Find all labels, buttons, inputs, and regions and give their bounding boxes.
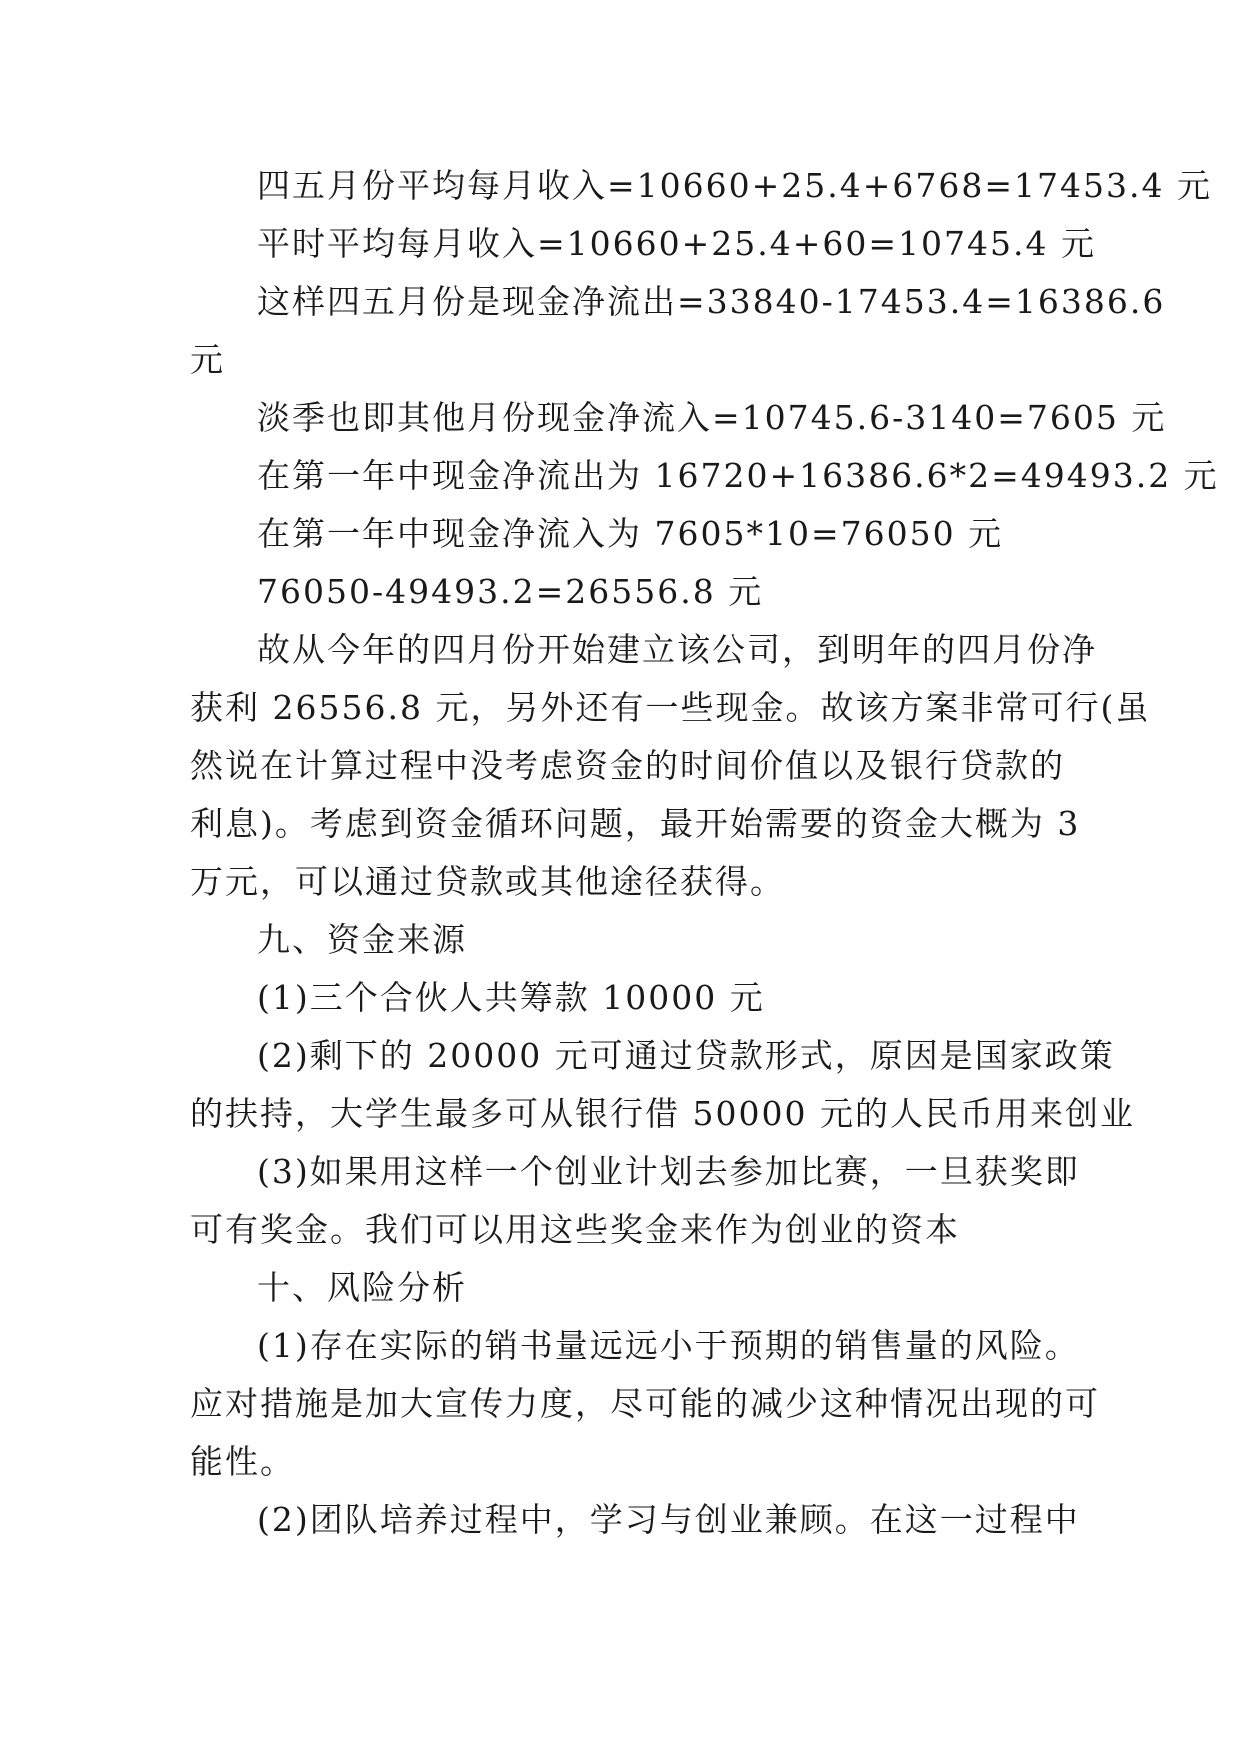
- text-line: 可有奖金。我们可以用这些奖金来作为创业的资本: [190, 1210, 960, 1249]
- text-line: 在第一年中现金净流入为 7605*10=76050 元: [257, 514, 1004, 553]
- text-line: 这样四五月份是现金净流出=33840-17453.4=16386.6: [257, 282, 1166, 321]
- text-line: 能性。: [190, 1442, 295, 1481]
- text-line: (1)三个合伙人共筹款 10000 元: [257, 978, 765, 1017]
- text-line: (3)如果用这样一个创业计划去参加比赛，一旦获奖即: [257, 1152, 1080, 1191]
- text-line: 的扶持，大学生最多可从银行借 50000 元的人民币用来创业: [190, 1094, 1135, 1133]
- text-line: 故从今年的四月份开始建立该公司，到明年的四月份净: [257, 630, 1097, 669]
- text-line: 万元，可以通过贷款或其他途径获得。: [190, 862, 785, 901]
- text-line: 然说在计算过程中没考虑资金的时间价值以及银行贷款的: [190, 746, 1065, 785]
- text-line: (1)存在实际的销书量远远小于预期的销售量的风险。: [257, 1326, 1080, 1365]
- text-line: 四五月份平均每月收入=10660+25.4+6768=17453.4 元: [257, 166, 1212, 205]
- text-line: (2)团队培养过程中，学习与创业兼顾。在这一过程中: [257, 1500, 1080, 1539]
- section-heading: 十、风险分析: [257, 1268, 467, 1307]
- text-line: 淡季也即其他月份现金净流入=10745.6-3140=7605 元: [257, 398, 1167, 437]
- text-line: 应对措施是加大宣传力度，尽可能的减少这种情况出现的可: [190, 1384, 1100, 1423]
- text-line: 利息)。考虑到资金循环问题，最开始需要的资金大概为 3: [190, 804, 1081, 843]
- text-line: 获利 26556.8 元，另外还有一些现金。故该方案非常可行(虽: [190, 688, 1151, 727]
- text-line: 76050-49493.2=26556.8 元: [257, 572, 764, 611]
- text-line: (2)剩下的 20000 元可通过贷款形式，原因是国家政策: [257, 1036, 1115, 1075]
- section-heading: 九、资金来源: [257, 920, 467, 959]
- text-line: 在第一年中现金净流出为 16720+16386.6*2=49493.2 元: [257, 456, 1219, 495]
- text-line: 平时平均每月收入=10660+25.4+60=10745.4 元: [257, 224, 1097, 263]
- text-line: 元: [190, 340, 225, 379]
